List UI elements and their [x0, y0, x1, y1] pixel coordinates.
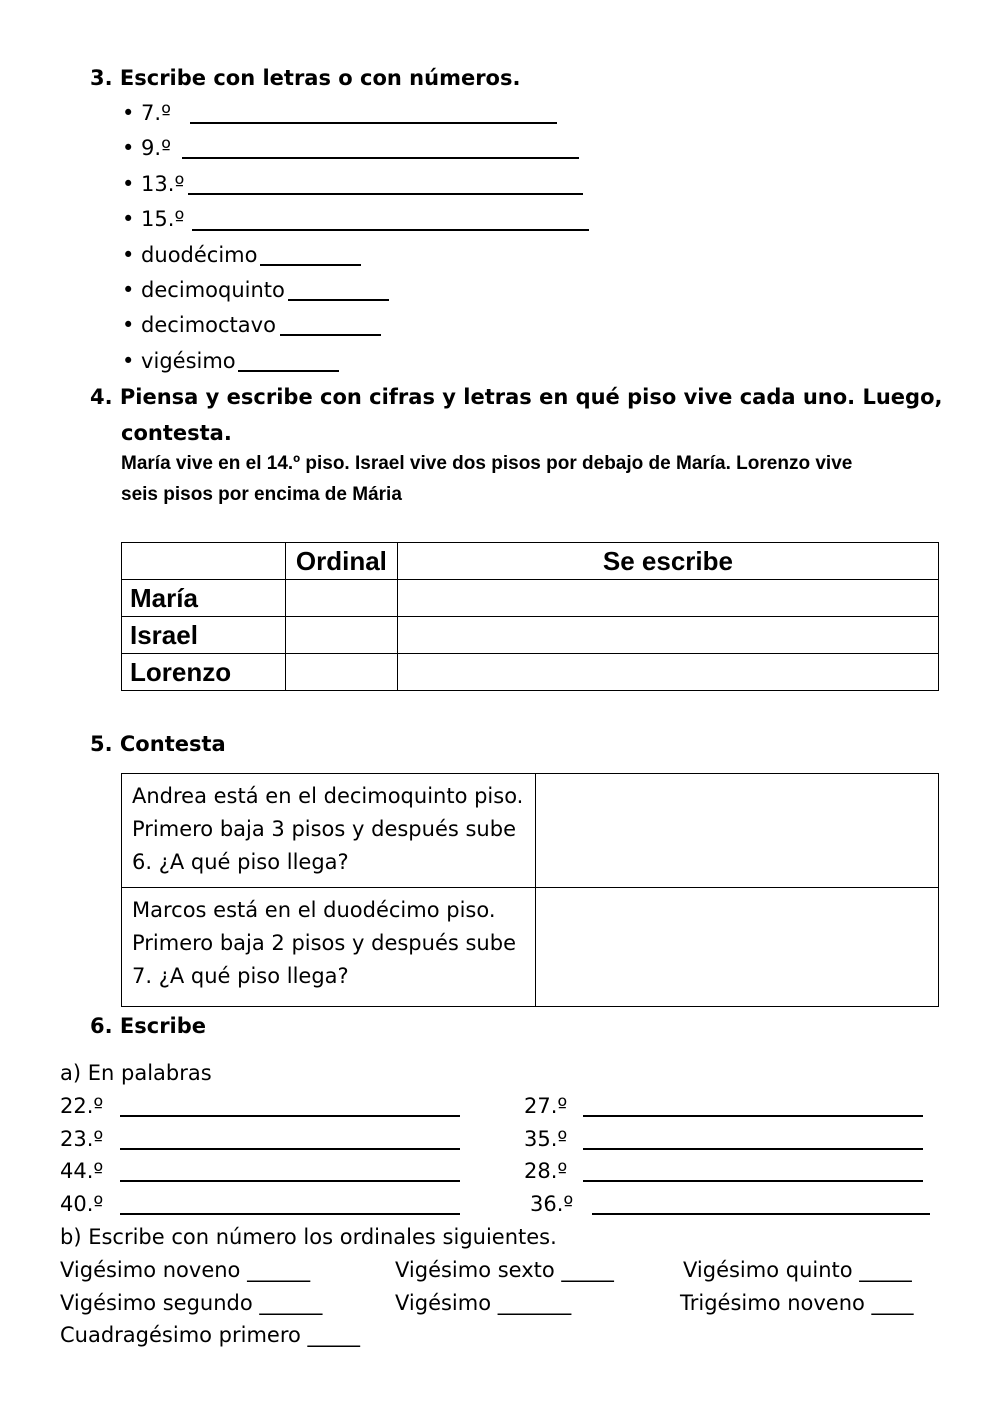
table-row [122, 654, 939, 691]
se-escribe-cell[interactable] [397, 654, 938, 691]
row-name-maria: María [122, 580, 286, 617]
ordinal-word-item: Vigésimo noveno ______ [60, 1258, 311, 1282]
ordinal-word-item: Vigésimo _______ [395, 1291, 572, 1315]
table-row [122, 888, 939, 1007]
answer-line[interactable] [592, 1213, 930, 1215]
ex4-intro-cont: seis pisos por encima de Mária [121, 484, 402, 505]
answer-line[interactable] [190, 122, 557, 124]
ex6b-label: b) Escribe con número los ordinales siguientes. [60, 1225, 557, 1249]
ex6a-label: a) En palabras [60, 1061, 212, 1085]
se-escribe-cell[interactable] [397, 580, 938, 617]
ordinal-label: 22.º [60, 1094, 104, 1118]
ex3-item-decimoctavo: • decimoctavo [122, 313, 276, 337]
table-header-row [122, 543, 939, 580]
answer-line[interactable] [583, 1180, 923, 1182]
ex4-heading-cont: contesta. [121, 421, 232, 445]
table-row [122, 617, 939, 654]
ordinal-word-item: Vigésimo segundo ______ [60, 1291, 323, 1315]
ex3-item-7: • 7.º [122, 101, 171, 125]
answer-line[interactable] [192, 229, 589, 231]
ex3-item-duodecimo: • duodécimo [122, 243, 258, 267]
answer-line[interactable] [288, 299, 389, 301]
ex3-item-13: • 13.º [122, 172, 185, 196]
answer-line[interactable] [260, 264, 361, 266]
ordinal-label: 35.º [524, 1127, 568, 1151]
row-name-israel: Israel [122, 617, 286, 654]
answer-line[interactable] [120, 1115, 460, 1117]
table-row [122, 774, 939, 888]
ordinal-cell[interactable] [285, 654, 397, 691]
ordinal-label: 27.º [524, 1094, 568, 1118]
se-escribe-cell[interactable] [397, 617, 938, 654]
ex6-heading: 6. Escribe [90, 1014, 207, 1038]
table-header-se-escribe: Se escribe [397, 543, 938, 580]
ordinal-cell[interactable] [285, 580, 397, 617]
answer-line[interactable] [583, 1115, 923, 1117]
table-header-ordinal: Ordinal [285, 543, 397, 580]
answer-cell[interactable] [535, 888, 938, 1007]
problem-andrea: Andrea está en el decimoquinto piso. Primero baja 3 pisos y después sube 6. ¿A qué piso llega? [122, 774, 536, 888]
answer-line[interactable] [188, 193, 583, 195]
answer-line[interactable] [280, 334, 381, 336]
row-name-lorenzo: Lorenzo [122, 654, 286, 691]
ordinal-word-item: Cuadragésimo primero _____ [60, 1323, 361, 1347]
problem-marcos: Marcos está en el duodécimo piso. Primero baja 2 pisos y después sube 7. ¿A qué piso llega? [122, 888, 536, 1007]
ordinal-cell[interactable] [285, 617, 397, 654]
table-row [122, 580, 939, 617]
answer-line[interactable] [238, 370, 339, 372]
answer-line[interactable] [583, 1148, 923, 1150]
ex3-heading: 3. Escribe con letras o con números. [90, 66, 521, 90]
ex5-heading: 5. Contesta [90, 732, 226, 756]
answer-line[interactable] [120, 1180, 460, 1182]
ordinal-label: 23.º [60, 1127, 104, 1151]
ordinal-word-item: Trigésimo noveno ____ [680, 1291, 914, 1315]
ordinal-label: 44.º [60, 1159, 104, 1183]
table-header-empty [122, 543, 286, 580]
ordinal-label: 40.º [60, 1192, 104, 1216]
ordinal-label: 36.º [530, 1192, 574, 1216]
ordinal-word-item: Vigésimo quinto _____ [683, 1258, 912, 1282]
ex3-item-decimoquinto: • decimoquinto [122, 278, 285, 302]
ex3-item-vigesimo: • vigésimo [122, 349, 236, 373]
ex4-intro: María vive en el 14.º piso. Israel vive dos pisos por debajo de María. Lorenzo vive [121, 453, 853, 474]
ordinal-label: 28.º [524, 1159, 568, 1183]
ex3-item-15: • 15.º [122, 207, 185, 231]
floors-table [121, 542, 939, 691]
answer-line[interactable] [182, 157, 579, 159]
answer-line[interactable] [120, 1148, 460, 1150]
problems-table [121, 773, 939, 1007]
answer-line[interactable] [120, 1213, 460, 1215]
ex4-heading: 4. Piensa y escribe con cifras y letras en qué piso vive cada uno. Luego, [90, 385, 943, 409]
ordinal-word-item: Vigésimo sexto _____ [395, 1258, 614, 1282]
ex3-item-9: • 9.º [122, 136, 171, 160]
answer-cell[interactable] [535, 774, 938, 888]
